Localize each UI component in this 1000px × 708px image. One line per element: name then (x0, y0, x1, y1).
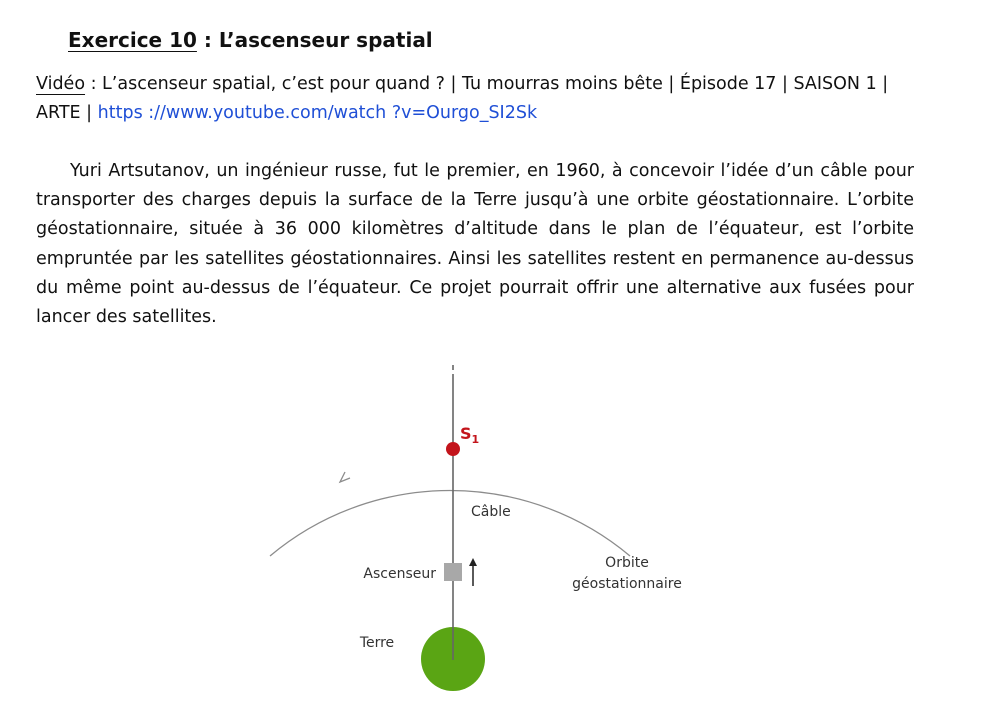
satellite-label: $S_1$ (460, 424, 480, 446)
orbit-label-line2: géostationnaire (572, 576, 682, 592)
video-description: : L’ascenseur spatial, c’est pour quand ? | Tu mourras moins bête | Épisode 17 | SAISON 1 | ARTE | (36, 74, 889, 123)
orbit-direction-arrow (340, 472, 350, 482)
intro-paragraph: Yuri Artsutanov, un ingénieur russe, fut le premier, en 1960, à concevoir l’idée d’un câble pour transporter des charges depuis la surface de la Terre jusqu’à une orbite géostationnaire. L’orbite géostationnaire, située à 36 000 kilomètres d’altitude dans le plan de l’équateur, est l’orbite empruntée par les satellites géostationnaires. Ainsi les satellites restent en permanence au-dessus du même point au-dessus de l’équateur. Ce projet pourrait offrir une alternative aux fusées pour lancer des satellites. (36, 161, 914, 328)
video-label: Vidéo (36, 74, 86, 94)
orbit-label-line1: Orbite (605, 555, 649, 571)
video-reference (36, 70, 916, 128)
earth-label: Terre (359, 635, 395, 651)
video-link[interactable]: https ://www.youtube.com/watch ?v=Ourgo_SI2Sk (97, 103, 538, 123)
elevator-up-arrowhead (469, 558, 477, 566)
exercise-title (68, 28, 433, 52)
space-elevator-diagram (0, 340, 1000, 708)
elevator-box (444, 563, 462, 581)
satellite-s1 (446, 442, 460, 456)
elevator-label: Ascenseur (363, 566, 436, 582)
cable-label: Câble (471, 504, 511, 520)
exercise-title-text: : L’ascenseur spatial (196, 28, 433, 52)
geostationary-orbit-arc (270, 490, 630, 556)
exercise-number: Exercice 10 (68, 28, 197, 52)
